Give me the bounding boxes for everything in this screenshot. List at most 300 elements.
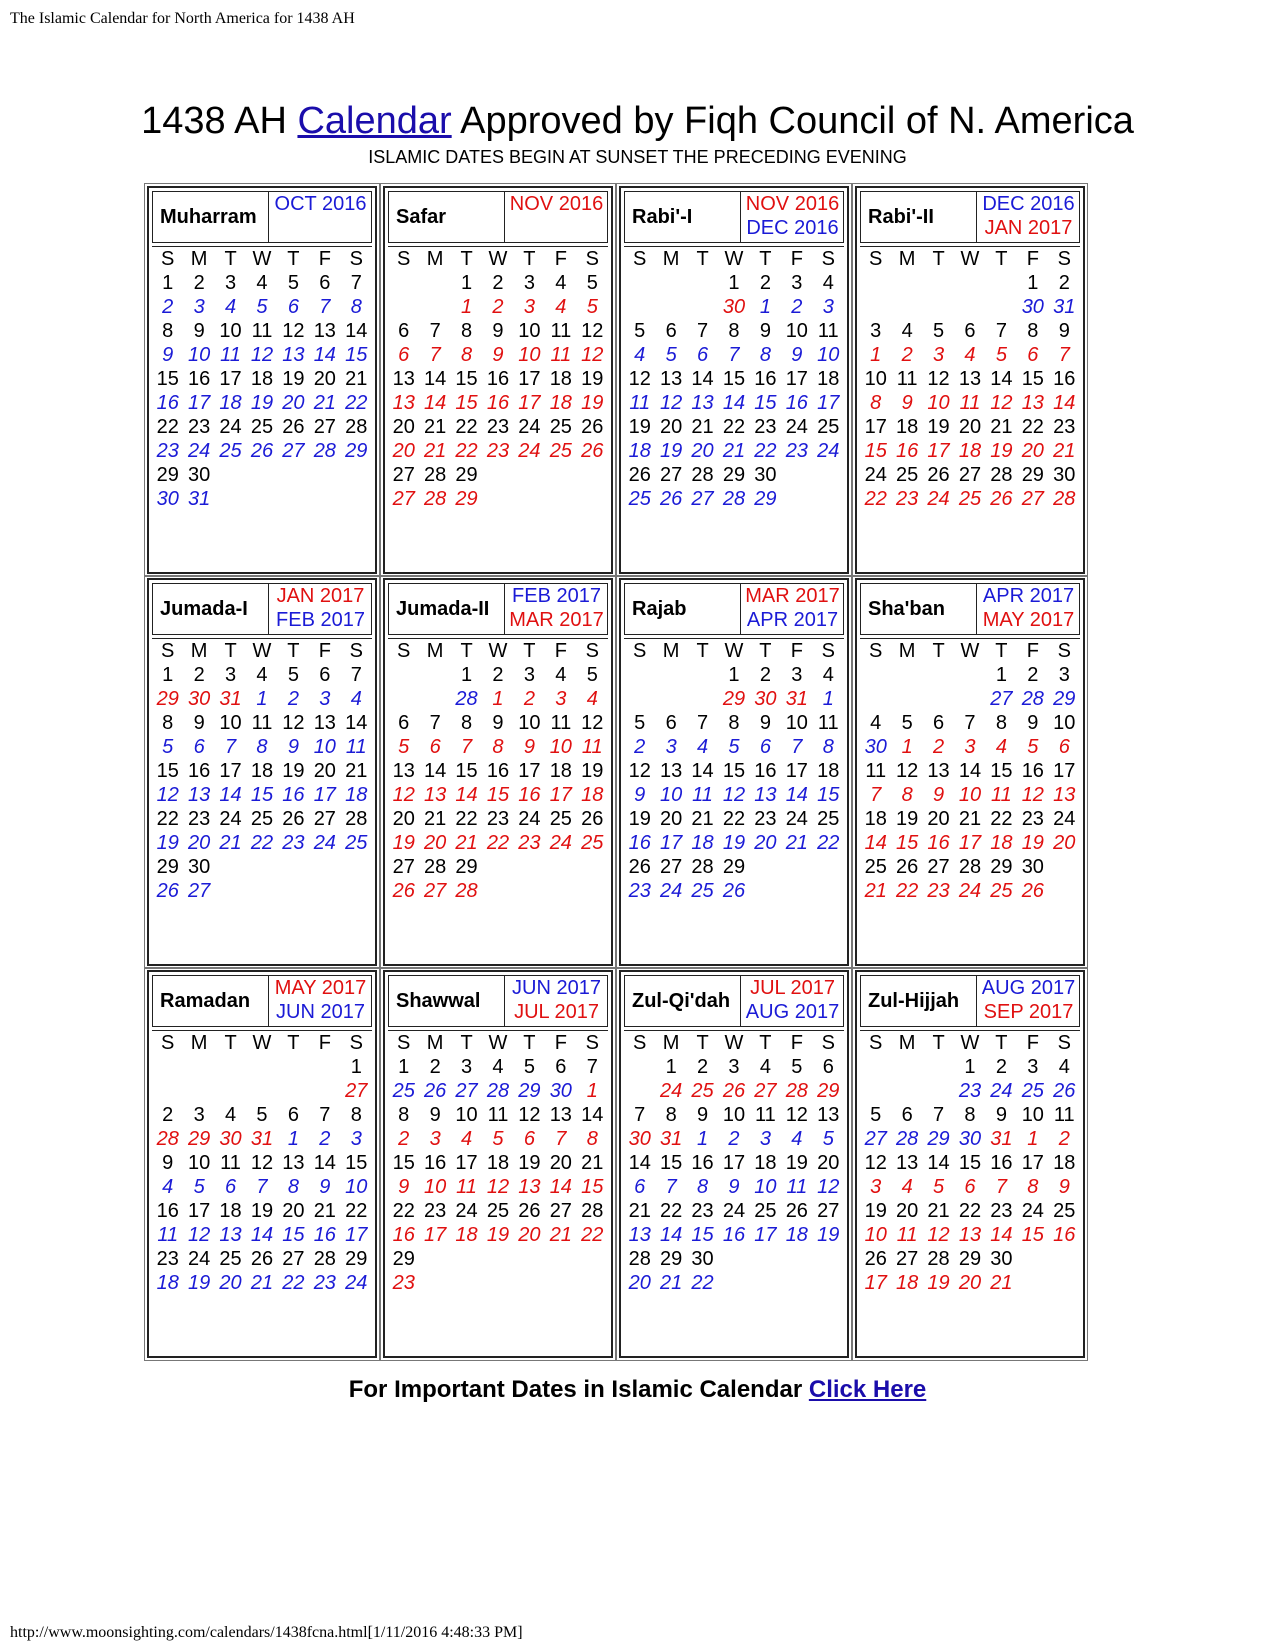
hijri-day: 25 — [754, 1200, 777, 1222]
gregorian-day: 3 — [350, 1128, 362, 1150]
calendar-link[interactable]: Calendar — [297, 100, 452, 142]
hijri-day: 20 — [660, 808, 683, 830]
hijri-day: 4 — [555, 664, 567, 686]
hijri-day: 4 — [901, 320, 913, 342]
gregorian-day: 20 — [958, 1272, 982, 1294]
weekday-header: S — [161, 247, 175, 270]
hijri-day: 8 — [665, 1104, 677, 1126]
gregorian-day: 26 — [424, 1080, 447, 1102]
hijri-day: 30 — [691, 1248, 714, 1270]
weekday-header: F — [554, 639, 567, 662]
gregorian-month-1: NOV 2016 — [509, 193, 604, 215]
gregorian-day: 24 — [660, 1080, 683, 1102]
hijri-day: 14 — [691, 760, 714, 782]
gregorian-day: 16 — [518, 784, 541, 806]
hijri-day: 4 — [256, 272, 268, 294]
gregorian-day: 2 — [492, 296, 504, 318]
gregorian-day: 3 — [319, 688, 331, 710]
hijri-day: 12 — [581, 712, 604, 734]
hijri-day: 10 — [518, 712, 541, 734]
hijri-day: 11 — [251, 320, 273, 342]
gregorian-day: 22 — [250, 832, 274, 854]
hijri-day: 20 — [313, 368, 336, 390]
gregorian-day: 16 — [1053, 1224, 1076, 1246]
hijri-day: 18 — [896, 416, 919, 438]
gregorian-day: 15 — [486, 784, 510, 806]
gregorian-day: 20 — [188, 832, 211, 854]
hijri-day: 12 — [581, 320, 604, 342]
hijri-day: 26 — [927, 464, 950, 486]
hijri-day: 8 — [398, 1104, 410, 1126]
hijri-day: 13 — [660, 760, 683, 782]
hijri-day: 17 — [1021, 1152, 1044, 1174]
hijri-day: 18 — [486, 1152, 510, 1174]
gregorian-day: 7 — [460, 736, 473, 758]
hijri-day: 16 — [188, 368, 211, 390]
gregorian-day: 11 — [991, 784, 1012, 806]
hijri-day — [388, 663, 419, 687]
hijri-day: 22 — [345, 1200, 368, 1222]
gregorian-day: 7 — [728, 344, 740, 366]
hijri-day: 5 — [287, 272, 299, 294]
hijri-day: 17 — [785, 368, 808, 390]
gregorian-day: 2 — [791, 296, 803, 318]
month-calendar — [855, 186, 1085, 574]
month-calendar — [383, 186, 613, 574]
hijri-day — [341, 463, 372, 487]
gregorian-day: 17 — [424, 1224, 447, 1246]
gregorian-day: 4 — [634, 344, 646, 366]
weekday-header: M — [662, 639, 680, 662]
gregorian-day: 25 — [628, 488, 651, 510]
gregorian-day: 31 — [660, 1128, 683, 1150]
hijri-day: 21 — [345, 760, 368, 782]
hijri-day: 24 — [722, 1200, 746, 1222]
hijri-day: 22 — [990, 808, 1013, 830]
hijri-day: 8 — [162, 712, 174, 734]
weekday-header: W — [960, 247, 980, 270]
hijri-day: 11 — [550, 712, 572, 734]
hijri-day: 5 — [586, 664, 598, 686]
gregorian-day: 8 — [696, 1176, 709, 1198]
gregorian-day: 21 — [1053, 440, 1076, 462]
gregorian-day: 25 — [581, 832, 604, 854]
hijri-day — [278, 463, 309, 487]
gregorian-day — [482, 1271, 513, 1295]
gregorian-day: 13 — [424, 784, 447, 806]
hijri-day: 5 — [870, 1104, 882, 1126]
gregorian-day: 7 — [319, 296, 331, 318]
hijri-day: 4 — [256, 664, 268, 686]
gregorian-day — [750, 879, 781, 903]
hijri-day: 25 — [864, 856, 887, 878]
gregorian-day: 6 — [523, 1128, 535, 1150]
gregorian-day: 29 — [188, 1128, 211, 1150]
gregorian-day — [860, 295, 891, 319]
hijri-day — [624, 663, 655, 687]
hijri-day: 13 — [927, 760, 950, 782]
gregorian-day: 9 — [319, 1176, 331, 1198]
hijri-day — [246, 855, 277, 879]
gregorian-day: 30 — [156, 488, 179, 510]
hijri-day: 7 — [429, 320, 441, 342]
gregorian-day: 3 — [665, 736, 677, 758]
gregorian-day: 6 — [964, 1176, 976, 1198]
gregorian-day: 28 — [486, 1080, 510, 1102]
hijri-day: 3 — [523, 664, 535, 686]
hijri-day: 18 — [817, 368, 840, 390]
hijri-day: 9 — [1027, 712, 1039, 734]
gregorian-day: 29 — [754, 488, 777, 510]
hijri-day: 28 — [990, 464, 1013, 486]
hijri-day — [687, 271, 718, 295]
hijri-day: 30 — [188, 856, 211, 878]
hijri-day: 28 — [927, 1248, 950, 1270]
weekday-header: S — [821, 1031, 835, 1054]
gregorian-day: 22 — [455, 440, 478, 462]
hijri-day: 3 — [791, 664, 803, 686]
gregorian-day: 21 — [990, 1272, 1013, 1294]
gregorian-day: 12 — [817, 1176, 840, 1198]
month-calendar — [619, 970, 849, 1358]
hijri-day: 30 — [754, 464, 777, 486]
gregorian-day: 19 — [817, 1224, 840, 1246]
gregorian-day: 19 — [1021, 832, 1044, 854]
gregorian-day: 27 — [864, 1128, 887, 1150]
weekday-header: M — [190, 247, 208, 270]
hijri-day: 18 — [549, 760, 572, 782]
gregorian-month-2: AUG 2017 — [745, 1001, 840, 1023]
month-calendar — [855, 578, 1085, 966]
gregorian-day: 23 — [486, 440, 510, 462]
hijri-day: 9 — [193, 320, 205, 342]
hijri-day: 2 — [429, 1056, 441, 1078]
hijri-day: 12 — [927, 368, 950, 390]
hijri-day: 8 — [964, 1104, 976, 1126]
gregorian-month-1: JUN 2017 — [512, 977, 601, 999]
hijri-day: 14 — [345, 712, 368, 734]
hijri-day: 8 — [162, 320, 174, 342]
hijri-day: 13 — [392, 760, 415, 782]
hijri-day: 28 — [424, 464, 447, 486]
hijri-day: 11 — [487, 1104, 509, 1126]
hijri-day: 25 — [219, 1248, 242, 1270]
gregorian-day: 6 — [696, 344, 709, 366]
hijri-day — [750, 855, 781, 879]
gregorian-day: 19 — [722, 832, 746, 854]
hijri-day: 7 — [429, 712, 441, 734]
weekday-header: S — [633, 247, 647, 270]
weekday-header: T — [224, 247, 237, 270]
hijri-day: 24 — [518, 808, 541, 830]
gregorian-day — [482, 487, 513, 511]
hijri-day: 13 — [958, 368, 982, 390]
hijri-day — [655, 663, 686, 687]
gregorian-day: 25 — [219, 440, 242, 462]
hijri-day: 3 — [1058, 664, 1070, 686]
gregorian-day: 19 — [156, 832, 179, 854]
month-header — [388, 975, 608, 1027]
hijri-day: 5 — [256, 1104, 268, 1126]
hijri-day: 5 — [586, 272, 598, 294]
gregorian-day: 12 — [927, 1224, 950, 1246]
hijri-day — [183, 1055, 214, 1079]
hijri-day: 27 — [549, 1200, 572, 1222]
hijri-day: 24 — [455, 1200, 478, 1222]
gregorian-months — [268, 192, 372, 242]
gregorian-day: 8 — [287, 1176, 299, 1198]
weekday-header: W — [252, 1031, 272, 1054]
gregorian-months — [268, 976, 372, 1026]
hijri-day: 1 — [460, 664, 473, 686]
gregorian-day: 17 — [518, 392, 541, 414]
hijri-day: 7 — [319, 1104, 331, 1126]
gregorian-day — [215, 487, 246, 511]
gregorian-day: 14 — [722, 392, 746, 414]
hijri-day: 5 — [634, 712, 646, 734]
gregorian-day: 30 — [958, 1128, 982, 1150]
hijri-day: 18 — [817, 760, 840, 782]
gregorian-day — [577, 487, 608, 511]
hijri-month-name: Rabi'-II — [868, 206, 934, 228]
gregorian-day — [781, 879, 812, 903]
month-calendar — [147, 970, 377, 1358]
hijri-day: 22 — [722, 808, 746, 830]
gregorian-day: 16 — [896, 440, 919, 462]
hijri-day: 22 — [722, 416, 746, 438]
gregorian-day: 29 — [722, 688, 746, 710]
hijri-day: 10 — [864, 368, 887, 390]
hijri-day: 23 — [691, 1200, 714, 1222]
weekday-header: F — [790, 1031, 803, 1054]
weekday-header: F — [318, 639, 331, 662]
day-table — [860, 638, 1080, 903]
gregorian-day: 12 — [990, 392, 1013, 414]
hijri-day: 17 — [455, 1152, 478, 1174]
hijri-day: 30 — [1021, 856, 1044, 878]
weekday-header: T — [759, 247, 772, 270]
day-table — [388, 246, 608, 511]
hijri-day: 20 — [660, 416, 683, 438]
month-calendar — [147, 578, 377, 966]
gregorian-day: 12 — [392, 784, 415, 806]
title-prefix: 1438 AH — [141, 100, 298, 142]
gregorian-day — [891, 687, 922, 711]
gregorian-day: 27 — [392, 488, 415, 510]
hijri-day: 27 — [660, 856, 683, 878]
month-header — [624, 583, 844, 635]
gregorian-day: 22 — [486, 832, 510, 854]
gregorian-day — [278, 879, 309, 903]
gregorian-day: 6 — [398, 344, 410, 366]
weekday-header: M — [898, 1031, 916, 1054]
gregorian-day: 14 — [864, 832, 887, 854]
weekday-header: F — [1026, 247, 1039, 270]
gregorian-day — [891, 295, 922, 319]
hijri-day — [545, 463, 576, 487]
month-header — [860, 191, 1080, 243]
gregorian-day: 31 — [990, 1128, 1013, 1150]
gregorian-day: 20 — [628, 1272, 651, 1294]
hijri-day: 12 — [785, 1104, 808, 1126]
hijri-day: 27 — [817, 1200, 840, 1222]
page-title — [0, 100, 1275, 143]
hijri-day: 16 — [188, 760, 211, 782]
gregorian-day: 11 — [456, 1176, 477, 1198]
gregorian-day: 30 — [549, 1080, 572, 1102]
gregorian-day: 20 — [754, 832, 777, 854]
gregorian-day — [750, 1271, 781, 1295]
hijri-day: 27 — [660, 464, 683, 486]
gregorian-day: 26 — [722, 1080, 746, 1102]
hijri-month-name: Sha'ban — [868, 598, 945, 620]
hijri-day: 4 — [822, 664, 834, 686]
gregorian-day: 24 — [313, 832, 336, 854]
hijri-day: 18 — [549, 368, 572, 390]
hijri-day: 25 — [817, 808, 840, 830]
gregorian-day: 29 — [817, 1080, 840, 1102]
hijri-day: 7 — [350, 272, 362, 294]
hijri-month-name: Muharram — [160, 206, 257, 228]
hijri-day — [482, 1247, 513, 1271]
hijri-day: 20 — [392, 808, 415, 830]
hijri-day: 22 — [455, 808, 478, 830]
hijri-day: 25 — [896, 464, 919, 486]
gregorian-day: 18 — [581, 784, 604, 806]
gregorian-month-1: APR 2017 — [982, 585, 1075, 607]
gregorian-day: 7 — [791, 736, 803, 758]
gregorian-day: 10 — [518, 344, 541, 366]
hijri-day: 2 — [492, 664, 504, 686]
hijri-day: 10 — [188, 1152, 211, 1174]
hijri-day: 27 — [927, 856, 950, 878]
hijri-month-name: Rajab — [632, 598, 687, 620]
weekday-header: F — [790, 639, 803, 662]
weekday-header: T — [224, 1031, 237, 1054]
hijri-day: 24 — [518, 416, 541, 438]
gregorian-day: 31 — [1053, 296, 1076, 318]
gregorian-day: 10 — [424, 1176, 447, 1198]
gregorian-day: 14 — [455, 784, 478, 806]
weekday-header: T — [759, 639, 772, 662]
hijri-day: 17 — [518, 368, 541, 390]
hijri-day: 17 — [518, 760, 541, 782]
gregorian-day — [687, 295, 718, 319]
hijri-day: 24 — [219, 416, 242, 438]
gregorian-day: 14 — [990, 1224, 1013, 1246]
gregorian-day: 11 — [220, 344, 241, 366]
hijri-day: 2 — [1058, 272, 1070, 294]
hijri-day — [419, 1247, 450, 1271]
gregorian-day: 7 — [1058, 344, 1070, 366]
gregorian-day: 27 — [754, 1080, 777, 1102]
hijri-day — [813, 463, 844, 487]
hijri-day: 26 — [628, 856, 651, 878]
weekday-header: F — [790, 247, 803, 270]
hijri-day — [545, 855, 576, 879]
gregorian-day: 21 — [722, 440, 746, 462]
gregorian-day: 17 — [313, 784, 336, 806]
click-here-link[interactable]: Click Here — [808, 1376, 927, 1403]
gregorian-day: 2 — [634, 736, 646, 758]
hijri-month-name: Jumada-II — [396, 598, 490, 620]
weekday-header: W — [488, 247, 508, 270]
hijri-day: 20 — [896, 1200, 919, 1222]
hijri-day: 22 — [958, 1200, 982, 1222]
weekday-header: F — [318, 247, 331, 270]
gregorian-day: 18 — [455, 1224, 478, 1246]
hijri-day: 27 — [392, 464, 415, 486]
hijri-day: 3 — [791, 272, 803, 294]
gregorian-day — [309, 1079, 340, 1103]
hijri-day: 11 — [817, 320, 839, 342]
gregorian-day: 4 — [901, 1176, 913, 1198]
gregorian-day: 23 — [785, 440, 808, 462]
hijri-day: 16 — [486, 760, 510, 782]
gregorian-day: 26 — [990, 488, 1013, 510]
hijri-day: 8 — [350, 1104, 362, 1126]
gregorian-day: 8 — [460, 344, 473, 366]
gregorian-day: 6 — [429, 736, 441, 758]
gregorian-day: 22 — [345, 392, 368, 414]
gregorian-day: 9 — [398, 1176, 410, 1198]
gregorian-day: 22 — [896, 880, 919, 902]
hijri-day — [986, 271, 1017, 295]
gregorian-day — [655, 295, 686, 319]
hijri-day: 24 — [1021, 1200, 1044, 1222]
gregorian-day: 11 — [959, 392, 981, 414]
gregorian-day: 7 — [429, 344, 441, 366]
hijri-day: 18 — [864, 808, 887, 830]
gregorian-day: 18 — [785, 1224, 808, 1246]
gregorian-day: 5 — [822, 1128, 834, 1150]
hijri-day: 14 — [313, 1152, 336, 1174]
gregorian-day: 8 — [350, 296, 362, 318]
hijri-day — [419, 663, 450, 687]
weekday-header: T — [523, 1031, 536, 1054]
hijri-day: 28 — [313, 1248, 336, 1270]
weekday-header: T — [224, 639, 237, 662]
gregorian-day: 7 — [224, 736, 237, 758]
gregorian-day: 27 — [188, 880, 211, 902]
weekday-header: T — [287, 247, 300, 270]
hijri-day: 13 — [313, 712, 336, 734]
gregorian-day: 24 — [958, 880, 982, 902]
gregorian-day: 26 — [1053, 1080, 1076, 1102]
gregorian-day: 26 — [660, 488, 683, 510]
hijri-day — [624, 1055, 655, 1079]
hijri-day: 20 — [549, 1152, 572, 1174]
gregorian-day: 12 — [660, 392, 683, 414]
subtitle: ISLAMIC DATES BEGIN AT SUNSET THE PRECEDING EVENING — [368, 147, 907, 167]
gregorian-months — [976, 976, 1080, 1026]
gregorian-day: 27 — [1021, 488, 1044, 510]
gregorian-day: 20 — [424, 832, 447, 854]
weekday-header: S — [633, 639, 647, 662]
gregorian-day: 24 — [927, 488, 950, 510]
gregorian-day: 19 — [486, 1224, 510, 1246]
gregorian-day: 1 — [492, 688, 504, 710]
gregorian-month-1: MAR 2017 — [745, 585, 840, 607]
gregorian-day: 16 — [628, 832, 651, 854]
gregorian-day: 9 — [1058, 1176, 1070, 1198]
gregorian-day: 13 — [1021, 392, 1044, 414]
hijri-day: 21 — [424, 808, 447, 830]
gregorian-day: 2 — [162, 296, 174, 318]
gregorian-day: 24 — [817, 440, 840, 462]
weekday-header: M — [426, 1031, 444, 1054]
gregorian-day: 16 — [313, 1224, 336, 1246]
